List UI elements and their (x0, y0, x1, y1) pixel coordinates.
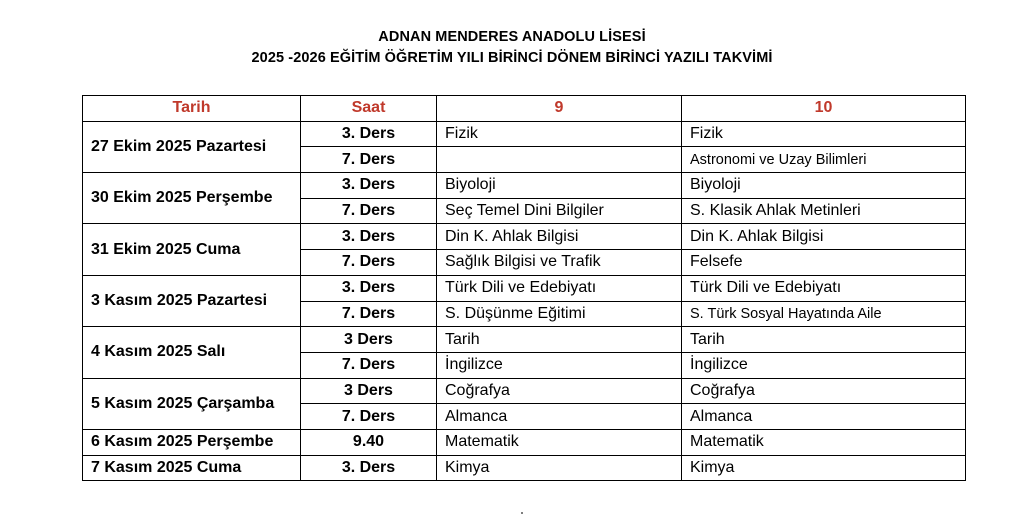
grade-10-subject: Fizik (682, 121, 966, 147)
header-saat: Saat (301, 96, 437, 122)
exam-period: 3. Ders (301, 173, 437, 199)
exam-date: 3 Kasım 2025 Pazartesi (83, 275, 301, 326)
grade-9-subject (437, 147, 682, 173)
stray-dot (521, 512, 523, 514)
table-row (83, 173, 966, 199)
grade-10-subject: Astronomi ve Uzay Bilimleri (682, 147, 966, 173)
exam-date: 5 Kasım 2025 Çarşamba (83, 378, 301, 429)
grade-10-subject: S. Türk Sosyal Hayatında Aile (682, 301, 966, 327)
table-row (83, 455, 966, 481)
grade-9-subject: Türk Dili ve Edebiyatı (437, 275, 682, 301)
table-row (83, 429, 966, 455)
exam-period: 3. Ders (301, 224, 437, 250)
exam-period: 9.40 (301, 429, 437, 455)
grade-9-subject: Din K. Ahlak Bilgisi (437, 224, 682, 250)
exam-period: 7. Ders (301, 352, 437, 378)
exam-schedule-table (82, 95, 966, 481)
exam-period: 3. Ders (301, 275, 437, 301)
table-body (83, 121, 966, 481)
header-grade-10: 10 (682, 96, 966, 122)
grade-10-subject: Türk Dili ve Edebiyatı (682, 275, 966, 301)
exam-date: 4 Kasım 2025 Salı (83, 327, 301, 378)
exam-date: 6 Kasım 2025 Perşembe (83, 429, 301, 455)
exam-period: 7. Ders (301, 147, 437, 173)
exam-date: 7 Kasım 2025 Cuma (83, 455, 301, 481)
grade-10-subject: Coğrafya (682, 378, 966, 404)
header-grade-9: 9 (437, 96, 682, 122)
grade-10-subject: İngilizce (682, 352, 966, 378)
grade-9-subject: Almanca (437, 404, 682, 430)
grade-9-subject: Seç Temel Dini Bilgiler (437, 198, 682, 224)
grade-9-subject: Sağlık Bilgisi ve Trafik (437, 250, 682, 276)
exam-date: 27 Ekim 2025 Pazartesi (83, 121, 301, 172)
header-tarih: Tarih (83, 96, 301, 122)
exam-period: 3. Ders (301, 455, 437, 481)
grade-9-subject: S. Düşünme Eğitimi (437, 301, 682, 327)
table-row (83, 378, 966, 404)
exam-date: 31 Ekim 2025 Cuma (83, 224, 301, 275)
grade-9-subject: Tarih (437, 327, 682, 353)
table-row (83, 275, 966, 301)
grade-10-subject: Kimya (682, 455, 966, 481)
exam-period: 7. Ders (301, 250, 437, 276)
table-row (83, 121, 966, 147)
exam-date: 30 Ekim 2025 Perşembe (83, 173, 301, 224)
grade-10-subject: Matematik (682, 429, 966, 455)
table-row (83, 327, 966, 353)
grade-10-subject: Felsefe (682, 250, 966, 276)
table-row (83, 224, 966, 250)
school-title: ADNAN MENDERES ANADOLU LİSESİ (378, 29, 646, 45)
exam-period: 3 Ders (301, 378, 437, 404)
exam-period: 7. Ders (301, 198, 437, 224)
grade-9-subject: Kimya (437, 455, 682, 481)
exam-period: 3. Ders (301, 121, 437, 147)
exam-period: 7. Ders (301, 301, 437, 327)
grade-10-subject: Biyoloji (682, 173, 966, 199)
grade-10-subject: S. Klasik Ahlak Metinleri (682, 198, 966, 224)
grade-9-subject: Coğrafya (437, 378, 682, 404)
exam-period: 3 Ders (301, 327, 437, 353)
schedule-title: 2025 -2026 EĞİTİM ÖĞRETİM YILI BİRİNCİ DÖNEM BİRİNCİ YAZILI TAKVİMİ (251, 50, 773, 66)
grade-9-subject: Fizik (437, 121, 682, 147)
grade-9-subject: İngilizce (437, 352, 682, 378)
table-header-row (83, 96, 966, 122)
grade-10-subject: Almanca (682, 404, 966, 430)
grade-10-subject: Din K. Ahlak Bilgisi (682, 224, 966, 250)
grade-9-subject: Biyoloji (437, 173, 682, 199)
grade-9-subject: Matematik (437, 429, 682, 455)
grade-10-subject: Tarih (682, 327, 966, 353)
exam-period: 7. Ders (301, 404, 437, 430)
